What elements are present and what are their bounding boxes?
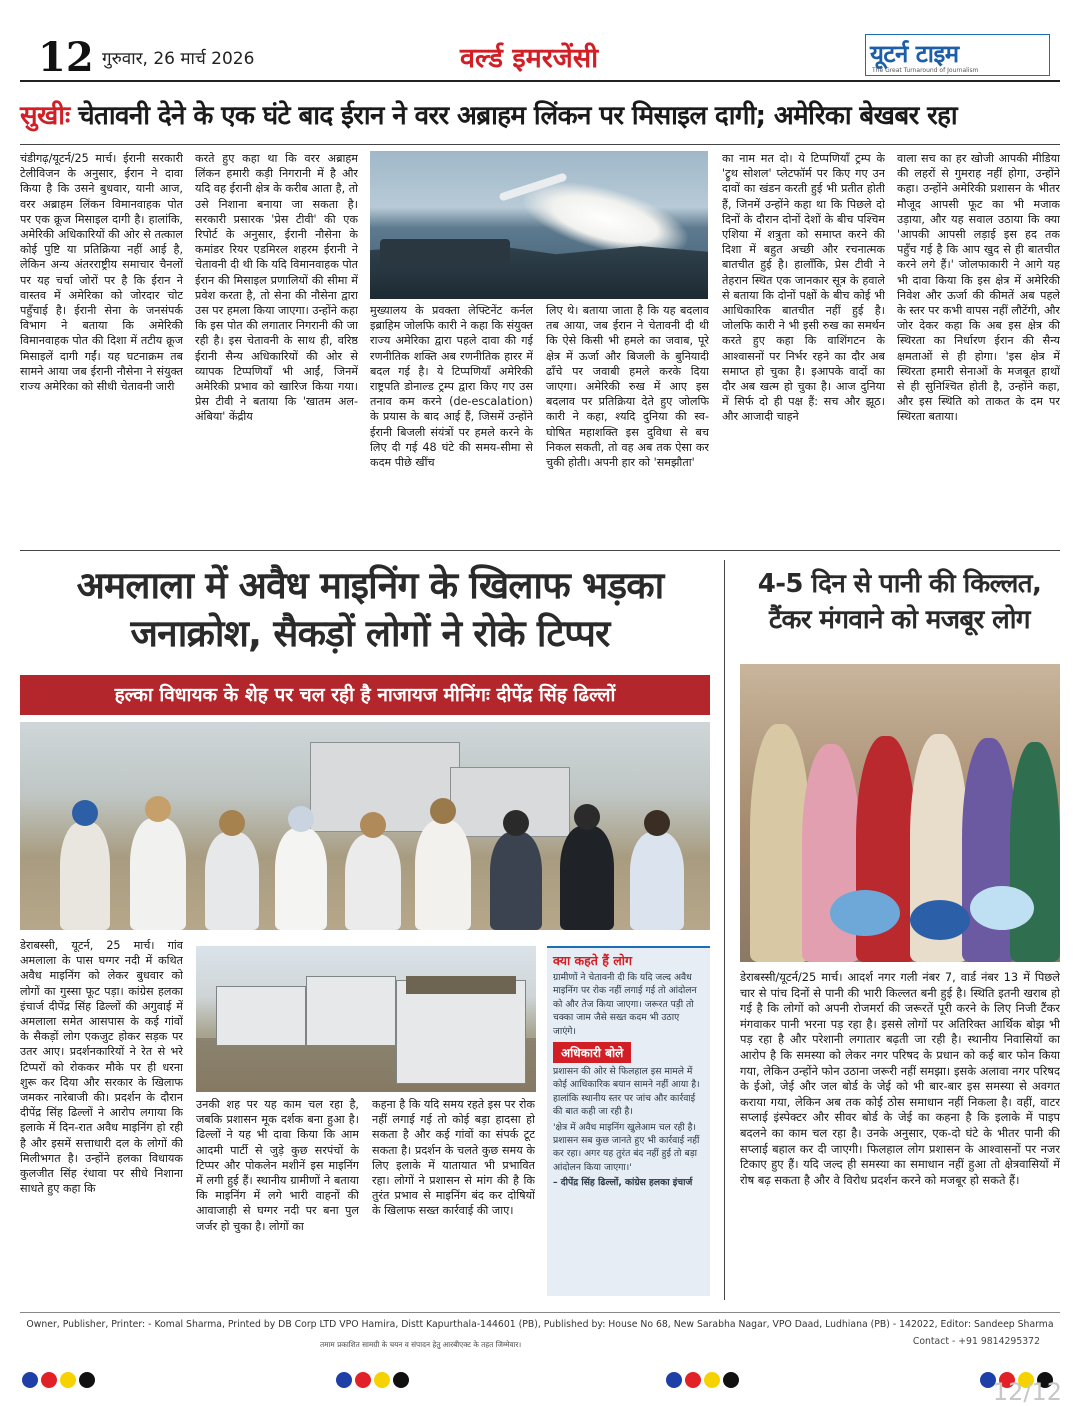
what-people-say-box	[547, 946, 710, 1296]
registration-marks	[666, 1372, 739, 1392]
protest-photo	[20, 722, 710, 930]
story1-column-4: लिए थे। बताया जाता है कि यह बदलाव तब आया, जब ईरान ने चेतावनी दी थी कि ऐसे किसी भी हमले का जवाब, पूरे क्षेत्र में ऊर्जा और बिजली के बुनियादी ढाँचे पर जवाबी हमले करके दिया जाएगा। अमेरिकी रुख में आए इस बदलाव पर प्रतिक्रिया देते हुए जोलफि कारी ने कहा, श्यदि दुनिया की स्व-घोषित महाशक्ति इस दुविधा से बच निकल सकती, तो वह अब तक ऐसा कर चुकी होती। अपनी हार को 'समझौता'	[546, 304, 709, 470]
story2-subhead-banner: हल्का विधायक के शेह पर चल रही है नाजायज मीनिंगः दीपेंद्र सिंह ढिल्लों	[20, 675, 710, 715]
story1-column-1: चंडीगढ़/यूटर्न/25 मार्च। ईरानी सरकारी टेलीविजन के अनुसार, ईरान ने दावा किया है कि उसने बुधवार, यानी आज, वरर अब्राहम लिंकन विमानवाहक पोत पर एक क्रूज मिसाइल दागी है। हालांकि, अमेरिकी अधिकारियों की ओर से तत्काल कोई पुष्टि या प्रतिक्रिया नहीं आई है, लेकिन अन्य अंतरराष्ट्रीय समाचार चैनलों पर यह चर्चा जोरों पर है कि ईरान ने वास्तव में अमेरिका को जोरदार चोट पहुँचाई है। ईरानी सेना के जनसंपर्क विभाग ने बताया कि अमेरिकी विमानवाहक पोत की दिशा में तटीय क्रूज मिसाइलें दागी गईं। यह घटनाक्रम तब सामने आया जब ईरानी नौसेना ने संयुक्त राज्य अमेरिका को सीधी चेतावनी जारी	[20, 152, 183, 394]
story2-column-2: उनकी शह पर यह काम चल रहा है, जबकि प्रशासन मूक दर्शक बना हुआ है। ढिल्लों ने यह भी दावा किया कि आम आदमी पार्टी से जुड़े कुछ सरपंचों के टिप्पर और पोकलेन मशीनें इस माइनिंग में लगी हुई हैं। स्थानीय ग्रामीणों ने बताया कि माइनिंग में लगे भारी वाहनों की आवाजाही से घग्गर नदी पर बना पुल जर्जर हो चुका है। लोगों का	[196, 1098, 359, 1233]
missile-launch-photo	[370, 151, 708, 299]
story1-headline-text: चेतावनी देने के एक घंटे बाद ईरान ने वरर अब्राहम लिंकन पर मिसाइल दागी; अमेरिका बेखबर रहा	[78, 101, 958, 131]
story1-column-3: मुख्यालय के प्रवक्ता लेफ्टिनेंट कर्नल इब्राहिम जोलफि कारी ने कहा कि संयुक्त राज्य अमेरिका द्वारा पहले दावा की गई रणनीतिक शक्ति अब रणनीतिक हारर में बदल गई है। ये टिप्पणियाँ अमेरिकी राष्ट्रपति डोनाल्ड ट्रम्प द्वारा किए गए उस तनाव कम करने (de-escalation) के प्रयास के बाद आई हैं, जिसमें उन्होंने ईरानी बिजली संयंत्रों पर हमले करने के लिए दी गई 48 घंटे की समय-सीमा से कदम पीछे खींच	[370, 304, 533, 470]
section-title: वर्ल्ड इमरजेंसी	[460, 43, 599, 74]
officials-heading: अधिकारी बोले	[553, 1042, 631, 1063]
quote-text: 'क्षेत्र में अवैध माइनिंग खुलेआम चल रही है। प्रशासन सब कुछ जानते हुए भी कार्रवाई नहीं कर रहा। अगर यह तुरंत बंद नहीं हुई तो बड़ा आंदोलन किया जाएगा।'	[553, 1121, 700, 1173]
water-shortage-photo	[740, 664, 1060, 962]
editorial-note: तमाम प्रकाशित सामग्री के चयन व संपादन हेतु आरबीएक्ट के तहत जिम्मेवार।	[320, 1340, 522, 1349]
tipper-trucks-photo	[196, 946, 536, 1092]
story3-body: डेराबस्सी/यूटर्न/25 मार्च। आदर्श नगर गली नंबर 7, वार्ड नंबर 13 में पिछले चार से पांच दिनों से पानी की भारी किल्लत बनी हुई है। स्थिति इतनी खराब हो गई है कि लोगों को अपनी रोजमर्रा की जरूरतें पूरी करने के लिए निजी टैंकर मंगवाकर पानी भरना पड़ रहा है। इससे लोगों पर अतिरिक्त आर्थिक बोझ भी पड़ रहा है और परेशानी लगातार बढ़ती जा रही है। स्थानीय निवासियों का आरोप है कि समस्या को लेकर नगर परिषद के प्रधान को कई बार फोन किया गया, लेकिन उन्होंने फोन उठाना जरूरी नहीं समझा। इसके अलावा नगर परिषद के ईओ, जेई और जल बोर्ड के जेई को भी बार-बार इस समस्या से अवगत कराया गया, लेकिन अब तक कोई ठोस समाधान नहीं निकला है। वहीं, वाटर सप्लाई इंस्पेक्टर और सीवर बोर्ड के जेई का कहना है कि इलाके में पाइप बदलने का काम चल रहा है। उनके अनुसार, एक-दो घंटे के भीतर पानी की सप्लाई बहाल कर दी जाएगी। फिलहाल लोग प्रशासन के आश्वासनों पर नजर टिकाए हुए हैं। यदि जल्द ही समस्या का समाधान नहीं हुआ तो क्षेत्रवासियों में रोष बढ़ सकता है और वे विरोध प्रदर्शन करने को मजबूर हो सकते हैं।	[740, 970, 1060, 1187]
sidebox-heading: क्या कहते हैं लोग	[553, 953, 632, 968]
contact-number: Contact - +91 9814295372	[912, 1336, 1040, 1347]
newspaper-logo	[865, 34, 1050, 76]
issue-date: गुरुवार, 26 मार्च 2026	[102, 49, 255, 69]
story3-headline: 4-5 दिन से पानी की किल्लत, टैंकर मंगवाने को मजबूर लोग	[757, 569, 1042, 635]
registration-marks	[336, 1372, 409, 1392]
logo-text: यूटर्न टाइम	[870, 40, 959, 68]
story1-column-5: का नाम मत दो। ये टिप्पणियाँ ट्रम्प के 'ट्रुथ सोशल' प्लेटफॉर्म पर किए गए उन दावों का खंडन करती हुई भी प्रतीत होती हैं, जिनमें उन्होंने कहा था कि पिछले दो दिनों के दौरान दोनों देशों के बीच पश्चिम एशिया में शत्रुता को समाप्त करने की दिशा में बहुत अच्छी और रचनात्मक बातचीत हुई है। हालाँकि, प्रेस टीवी ने तेहरान स्थित एक जानकार सूत्र के हवाले से बताया कि दोनों पक्षों के बीच कोई भी आधिकारिक बातचीत नहीं हुई है। जोलफि कारी ने भी इसी रुख का समर्थन करते हुए कहा कि वाशिंगटन के आश्वासनों पर निर्भर रहने का दौर अब समाप्त हो चुका है। इआपके वादों का दौर अब खत्म हो चुका है। आज दुनिया में सिर्फ दो ही पक्ष हैं: सच और झूठ। और आजादी चाहने	[722, 152, 885, 424]
story1-column-2: करते हुए कहा था कि वरर अब्राहम लिंकन हमारी कड़ी निगरानी में है और यदि वह ईरानी क्षेत्र के करीब आता है, तो उसे निशाना बनाया जा सकता है। सरकारी प्रसारक 'प्रेस टीवी' की एक रिपोर्ट के अनुसार, ईरानी नौसेना के कमांडर रियर एडमिरल शहरम ईरानी ने चेतावनी दी थी कि यदि विमानवाहक पोत ईरान की मिसाइल प्रणालियों की सीमा में प्रवेश करता है, तो सेना की नौसेना द्वारा उस पर हमला किया जाएगा। उन्होंने कहा कि इस पोत की लगातार निगरानी की जा रही है। इस चेतावनी के साथ ही, वरिष्ठ ईरानी सैन्य अधिकारियों की ओर से व्यापक टिप्पणियाँ भी आईं, जिनमें अमेरिकी प्रभाव को खारिज किया गया। प्रेस टीवी ने बताया कि 'खातम अल-अंबिया' केंद्रीय	[195, 152, 358, 424]
quote-attribution: – दीपेंद्र सिंह ढिल्लों, कांग्रेस हलका इंचार्ज	[553, 1177, 693, 1189]
story1-headline	[20, 96, 1060, 132]
registration-marks	[22, 1372, 95, 1392]
column-divider	[724, 560, 725, 1300]
sidebox-text: ग्रामीणों ने चेतावनी दी कि यदि जल्द अवैध माइनिंग पर रोक नहीं लगाई गई तो आंदोलन को और तेज किया जाएगा। जरूरत पड़ी तो चक्का जाम जैसे सख्त कदम भी उठाए जाएंगे।	[553, 972, 697, 1037]
divider	[20, 550, 1060, 551]
divider	[20, 144, 1060, 145]
story2-column-3: कहना है कि यदि समय रहते इस पर रोक नहीं लगाई गई तो कोई बड़ा हादसा हो सकता है और कई गांवों का संपर्क टूट सकता है। प्रदर्शन के चलते कुछ समय के लिए इलाके में यातायात भी प्रभावित रहा। लोगों ने प्रशासन से मांग की है कि तुरंत प्रभाव से माइनिंग बंद कर दोषियों के खिलाफ सख्त कार्रवाई की जाए।	[372, 1098, 535, 1218]
page-marker: 12/12	[992, 1378, 1062, 1406]
story1-column-6: वाला सच का हर खोजी आपकी मीडिया की लहरों से गुमराह नहीं होगा, उन्होंने कहा। उन्होंने अमेरिकी प्रशासन के भीतर मौजूद आपसी फूट का भी मजाक उड़ाया, और यह सवाल उठाया कि क्या 'आपकी आपसी लड़ाई इस हद तक पहुँच गई है कि आप खुद से ही बातचीत करने लगे हैं।' जोलफाकारी ने आगे यह भी दावा किया कि इस क्षेत्र में अमेरिकी निवेश और ऊर्जा की कीमतें अब पहले के स्तर पर कभी वापस नहीं लौटेंगी, और जोर देकर कहा कि अब इस क्षेत्र की स्थिरता का निर्धारण ईरान की सैन्य क्षमताओं से ही होगा। 'इस क्षेत्र में स्थिरता हमारी सेनाओं के मजबूत हाथों से ही सुनिश्चित होती है, उन्होंने कहा, और इस स्थिति को ताकत के दम पर स्थिरता बताया।	[897, 152, 1060, 424]
story2-headline: अमलाला में अवैध माइनिंग के खिलाफ भड़का जनाक्रोश, सैकड़ों लोगों ने रोके टिप्पर	[76, 564, 664, 655]
story2-column-1: डेराबस्सी, यूटर्न, 25 मार्च। गांव अमलाला के पास घग्गर नदी में कथित अवैध माइनिंग को लेकर बुधवार को लोगों का गुस्सा फूट पड़ा। कांग्रेस हलका इंचार्ज दीपेंद्र सिंह ढिल्लों की अगुवाई में अमलाला समेत आसपास के कई गांवों के सैकड़ों लोग एकजुट होकर सड़क पर उतर आए। प्रदर्शनकारियों ने रेत से भरे टिप्परों को रोककर मौके पर ही धरना शुरू कर दिया और सरकार के खिलाफ जमकर नारेबाजी की। प्रदर्शन के दौरान दीपेंद्र सिंह ढिल्लों ने आरोप लगाया कि इलाके में दिन-रात अवैध माइनिंग हो रही है और इसमें सत्ताधारी दल के लोगों की मिलीभगत है। उन्होंने हलका विधायक कुलजीत सिंह रंधावा पर सीधे निशाना साधते हुए कहा कि	[20, 939, 183, 1196]
page-number: 12	[38, 34, 94, 81]
officials-text: प्रशासन की ओर से फिलहाल इस मामले में कोई आधिकारिक बयान सामने नहीं आया है। हालांकि स्थानीय स्तर पर जांच और कार्रवाई की बात कही जा रही है।	[553, 1066, 700, 1118]
imprint-line: Owner, Publisher, Printer: - Komal Sharma, Printed by DB Corp LTD VPO Hamira, Distt Kapurthala-144601 (PB), Published by: House No 68, New Sarabha Nagar, VPO Daad, Ludhiana (PB) - 142022, Editor: Sandeep Sharma	[20, 1312, 1060, 1330]
logo-tagline: The Great Turnaround of Journalism	[872, 67, 979, 74]
story1-kicker: सुखीः	[20, 101, 70, 131]
masthead	[20, 30, 1060, 82]
